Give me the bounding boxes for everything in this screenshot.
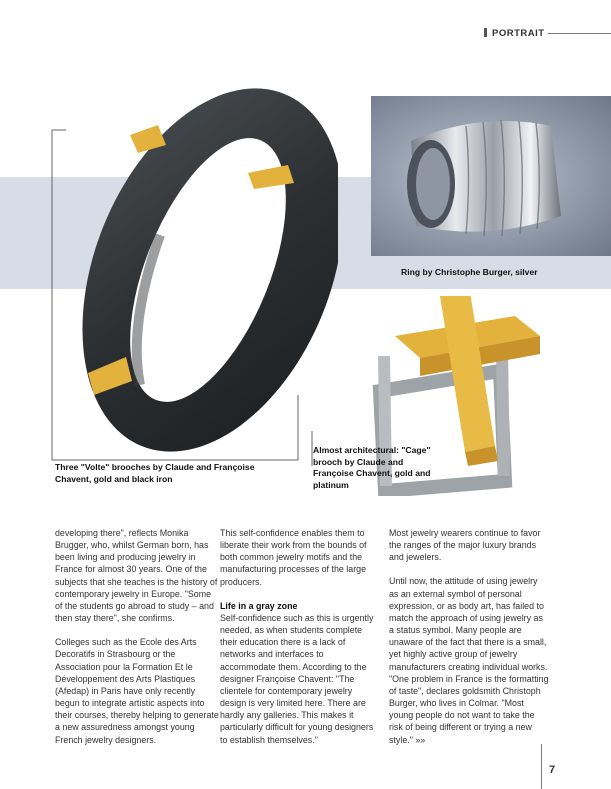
page-number-rule bbox=[541, 744, 542, 789]
text-column-3 bbox=[389, 527, 549, 758]
section-rule bbox=[548, 33, 611, 34]
col3-paragraph-2: Until now, the attitude of using jewelry as an external symbol of personal expression, or as body art, has failed to match the approach of using jewelry as a status symbol. Many people are unaware of the fact that there is a small, yet highly active group of jewelry manufacturers creating individual works. "One problem in France is the formatting of taste", declares goldsmith Christoph Burger, who lives in Colmar. "Most young people do not want to take the risk of being different or trying a new style." »» bbox=[389, 576, 549, 745]
page-number: 7 bbox=[549, 764, 556, 776]
cage-caption: Almost architectural: "Cage" brooch by Claude and Françoise Chavent, gold and platinum bbox=[313, 445, 431, 490]
col2-subheading: Life in a gray zone bbox=[220, 600, 298, 611]
volte-brooch-illustration bbox=[48, 55, 338, 475]
col1-paragraph-2: Colleges such as the Ecole des Arts Decoratifs in Strasbourg or the Association pour la Formation Et le Développement des Arts Plastiques (Afedap) in Paris have only recently begun to integrate artistic aspects into their courses, thereby helping to generate a new assuredness amongst young French jewelry designers. bbox=[55, 637, 219, 745]
section-label: PORTRAIT bbox=[492, 28, 545, 39]
volte-caption: Three "Volte" brooches by Claude and Françoise Chavent, gold and black iron bbox=[55, 462, 255, 484]
col3-paragraph-1: Most jewelry wearers continue to favor the ranges of the major luxury brands and jewelers. bbox=[389, 528, 541, 563]
ring-photo bbox=[371, 96, 611, 256]
silver-ring-illustration bbox=[371, 96, 611, 256]
col2-paragraph-1: This self-confidence enables them to liberate their work from the bounds of both common jewelry motifs and the manufacturing processes of the large producers. bbox=[220, 528, 367, 587]
section-marker bbox=[484, 28, 487, 37]
col1-paragraph-1: developing there", reflects Monika Brugger, who, whilst German born, has been living and producing jewelry in France for almost 30 years. One of the subjects that she teaches is the history of contemporary jewelry in Europe. "Some of the students go abroad to study – and then stay there", she confirms. bbox=[55, 528, 218, 624]
text-column-1 bbox=[55, 527, 220, 758]
ring-caption: Ring by Christophe Burger, silver bbox=[401, 267, 538, 277]
text-column-2 bbox=[220, 527, 380, 758]
col2-paragraph-2: Self-confidence such as this is urgently needed, as when students complete their education there is a lack of networks and interfaces to accommodate them. According to the designer Françoise Chavent: "The clientele for contemporary jewelry design is very limited here. There are hardly any galleries. This makes it particularly difficult for young designers to establish themselves." bbox=[220, 612, 374, 745]
